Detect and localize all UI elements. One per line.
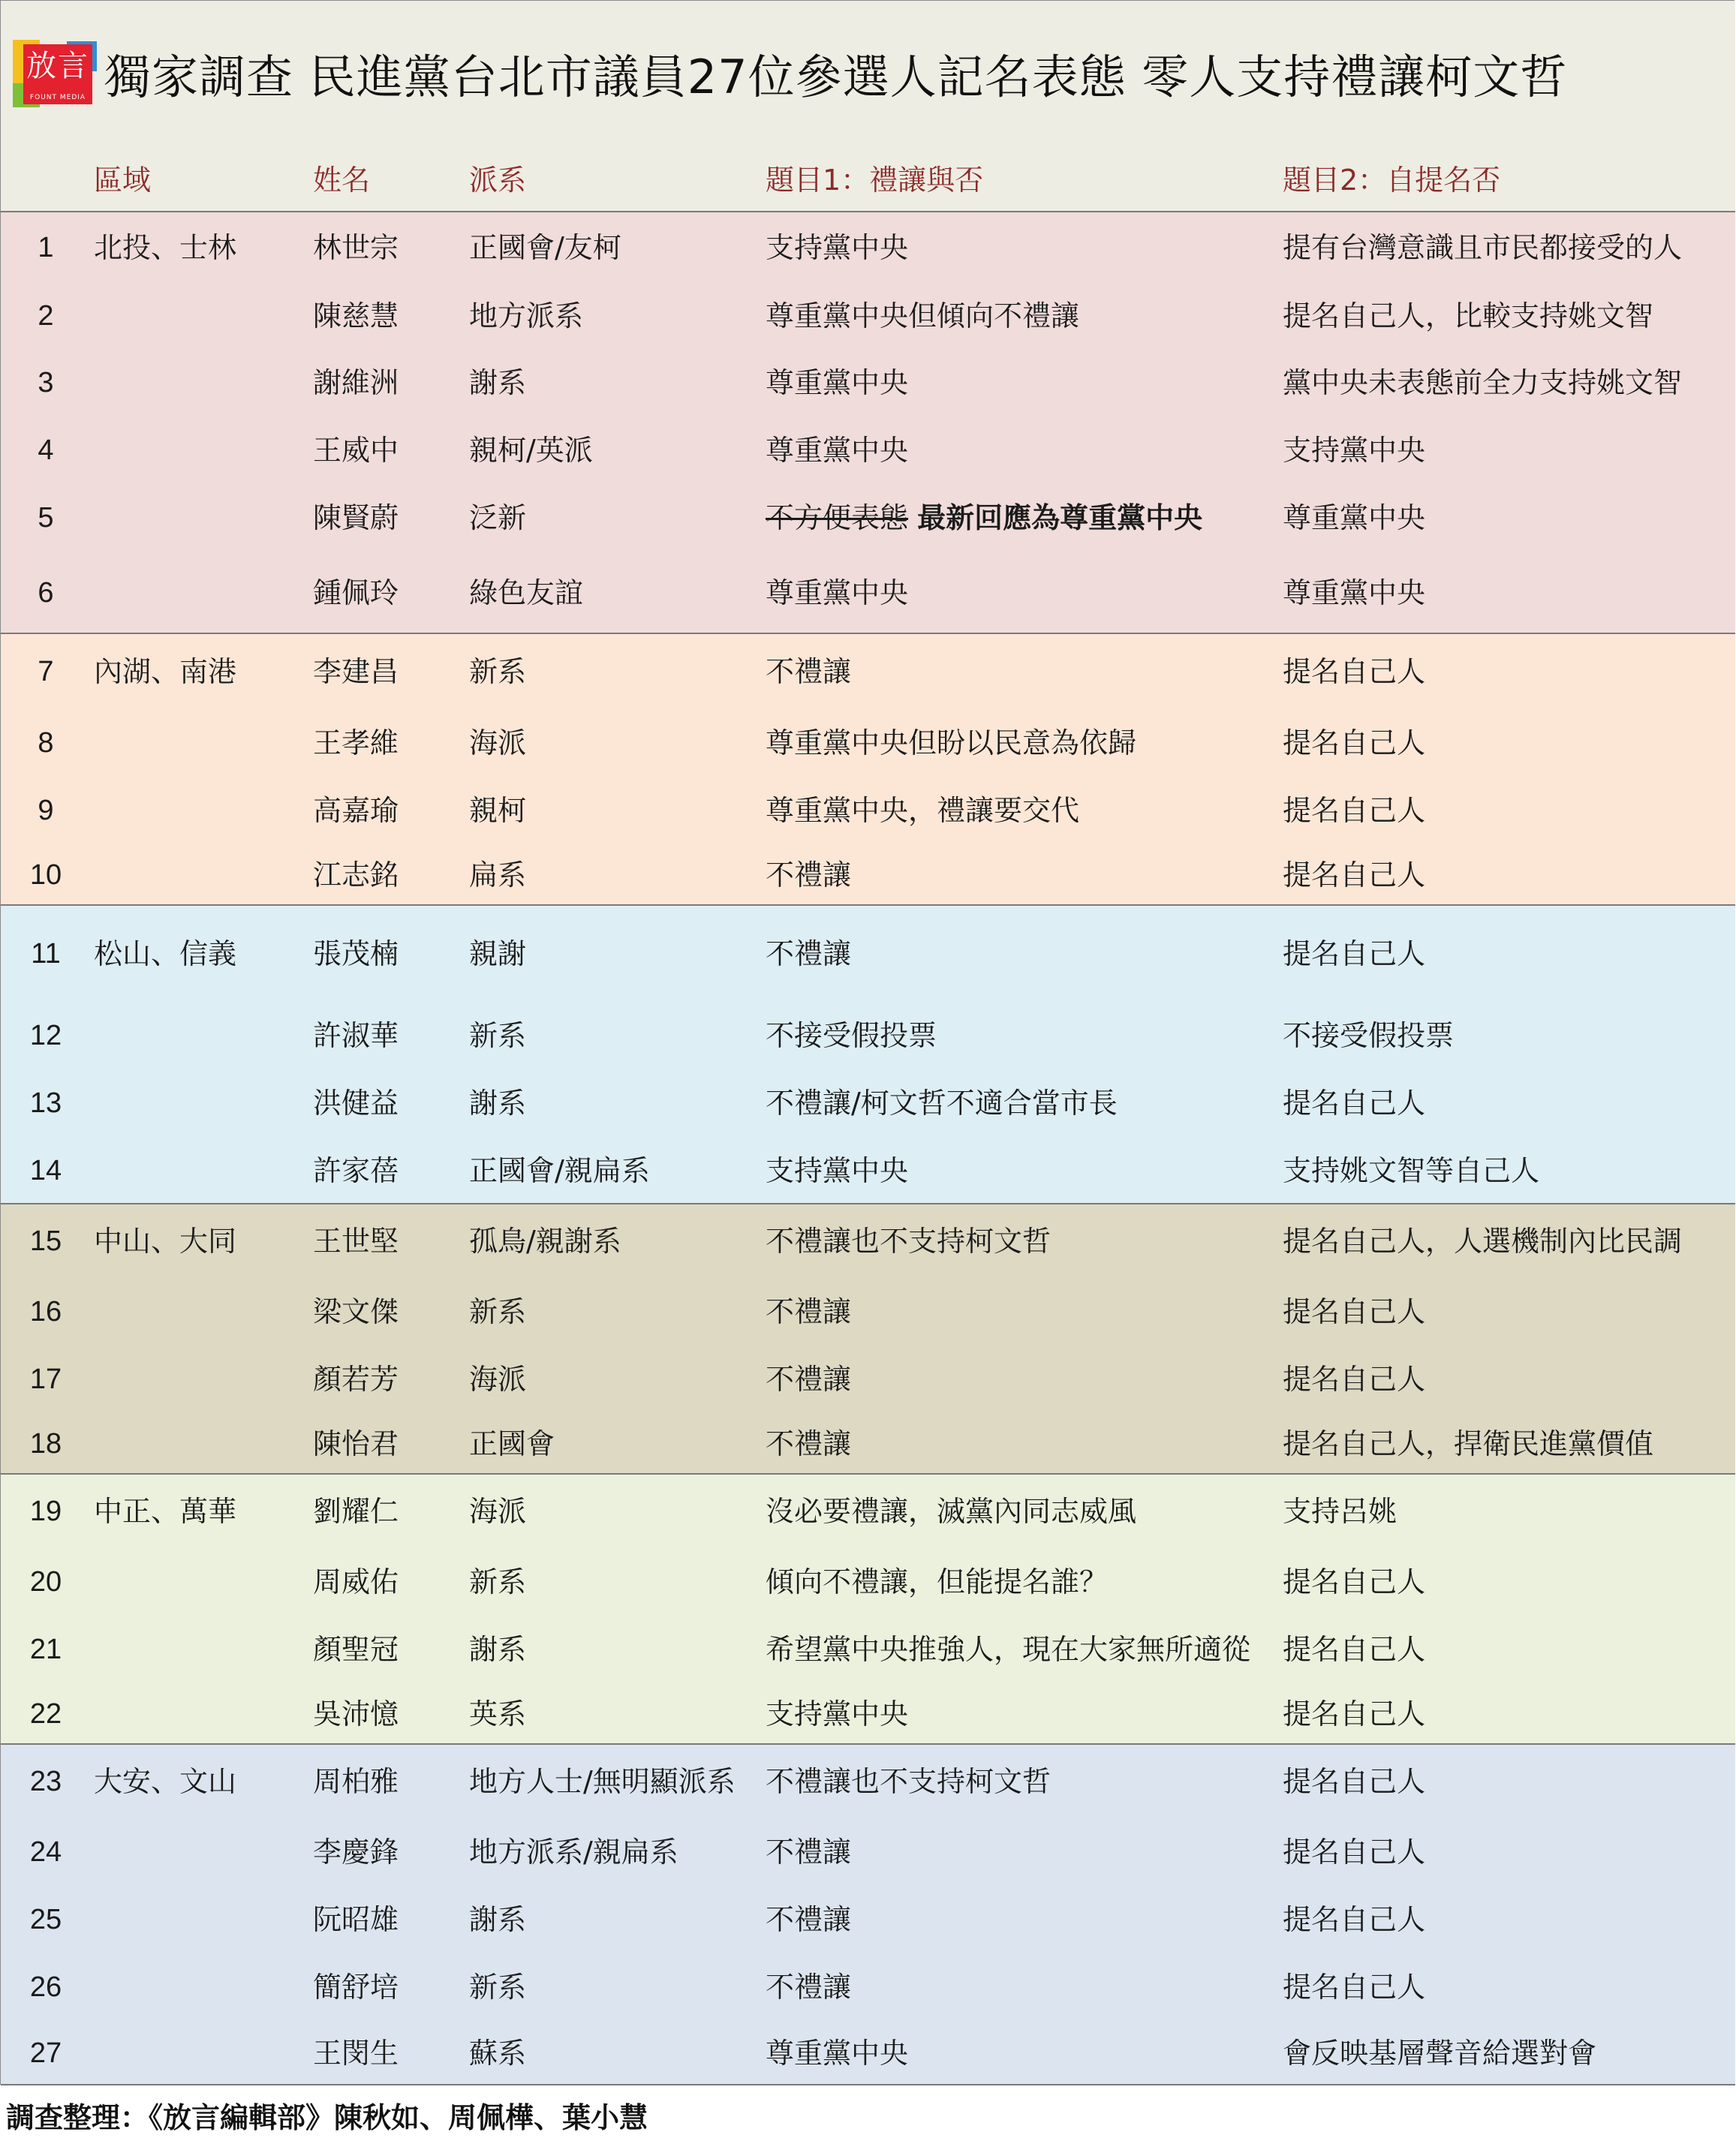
district-group <box>1 1475 1735 1745</box>
q2-answer: 提名自己人 <box>1283 655 1426 688</box>
table-row <box>1 634 1735 709</box>
faction: 新系 <box>469 1971 527 2004</box>
faction: 新系 <box>469 655 527 688</box>
table-row <box>1 1745 1735 1818</box>
q2-answer: 提名自己人 <box>1283 1836 1426 1869</box>
header-name: 姓名 <box>313 164 371 197</box>
logo-subtext: FOUNT MEDIA <box>29 94 86 101</box>
q2-answer: 支持黨中央 <box>1283 434 1426 467</box>
q1-answer: 不禮讓 <box>766 937 852 970</box>
q2-answer: 尊重黨中央 <box>1283 501 1426 534</box>
candidate-name: 高嘉瑜 <box>313 794 399 827</box>
q1-answer: 尊重黨中央 <box>766 366 909 399</box>
faction: 海派 <box>469 1363 527 1396</box>
faction: 泛新 <box>469 501 527 534</box>
faction: 親柯 <box>469 794 527 827</box>
q1-answer: 支持黨中央 <box>766 231 909 264</box>
row-number: 19 <box>29 1496 62 1527</box>
faction: 孤鳥/親謝系 <box>469 1225 621 1258</box>
q1-answer: 尊重黨中央，禮讓要交代 <box>766 794 1080 827</box>
faction: 地方派系/親扁系 <box>469 1836 678 1869</box>
row-number: 3 <box>38 367 54 398</box>
row-number: 10 <box>29 859 62 891</box>
row-number: 6 <box>38 577 54 609</box>
row-number: 5 <box>38 502 54 534</box>
q1-answer: 希望黨中央推強人，現在大家無所適從 <box>766 1633 1251 1666</box>
q1-answer: 不禮讓 <box>766 1971 852 2004</box>
q1-answer: 尊重黨中央 <box>766 434 909 467</box>
candidate-name: 李慶鋒 <box>313 1836 399 1869</box>
fount-media-logo <box>13 40 97 106</box>
district-group <box>1 1204 1735 1475</box>
table-row <box>1 1616 1735 1683</box>
q1-answer: 不禮讓 <box>766 858 852 892</box>
faction: 正國會/友柯 <box>469 231 621 264</box>
row-number: 21 <box>29 1634 62 1665</box>
faction: 扁系 <box>469 858 527 892</box>
q2-answer: 不接受假投票 <box>1283 1019 1455 1052</box>
candidate-name: 謝維洲 <box>313 366 399 399</box>
table-row <box>1 484 1735 552</box>
table-row <box>1 777 1735 844</box>
header-area: 區域 <box>94 164 152 197</box>
q2-answer: 提名自己人 <box>1283 794 1426 827</box>
candidate-name: 陳怡君 <box>313 1427 399 1460</box>
table-row <box>1 1137 1735 1204</box>
row-number: 2 <box>38 300 54 332</box>
q2-answer: 提名自己人 <box>1283 1903 1426 1936</box>
row-number: 4 <box>38 435 54 466</box>
table-row <box>1 552 1735 634</box>
candidate-name: 林世宗 <box>313 231 399 264</box>
district-group <box>1 212 1735 634</box>
table-row <box>1 1278 1735 1346</box>
q2-answer: 黨中央未表態前全力支持姚文智 <box>1283 366 1683 399</box>
title-bar <box>1 1 1735 128</box>
q1-answer: 傾向不禮讓，但能提名誰？ <box>766 1565 1109 1598</box>
candidate-name: 梁文傑 <box>313 1295 399 1328</box>
q1-answer: 不接受假投票 <box>766 1019 937 1052</box>
credits-footer: 調查整理：《放言編輯部》陳秋如、周佩樺、葉小慧 <box>6 2101 648 2134</box>
q1-answer: 支持黨中央 <box>766 1154 909 1187</box>
row-number: 24 <box>29 1836 62 1868</box>
q2-answer: 提名自己人 <box>1283 726 1426 759</box>
district-name: 中正、萬華 <box>94 1495 237 1528</box>
table-row <box>1 283 1735 349</box>
faction: 謝系 <box>469 366 527 399</box>
candidate-name: 鍾佩玲 <box>313 576 399 609</box>
district-name: 北投、士林 <box>94 231 237 264</box>
q2-answer: 提名自己人 <box>1283 1087 1426 1120</box>
row-number: 17 <box>29 1364 62 1395</box>
q2-answer: 會反映基層聲音給選對會 <box>1283 2037 1597 2070</box>
candidate-name: 王閔生 <box>313 2037 399 2070</box>
q2-answer: 提名自己人 <box>1283 858 1426 892</box>
faction: 英系 <box>469 1697 527 1731</box>
table-row <box>1 906 1735 1002</box>
row-number: 7 <box>38 656 54 687</box>
q1-answer: 尊重黨中央但傾向不禮讓 <box>766 299 1080 332</box>
row-number: 11 <box>31 938 61 970</box>
table-row <box>1 1069 1735 1137</box>
row-number: 25 <box>29 1904 62 1935</box>
table-row <box>1 416 1735 484</box>
q1-answer: 尊重黨中央但盼以民意為依歸 <box>766 726 1137 759</box>
q2-answer: 提名自己人，人選機制內比民調 <box>1283 1225 1683 1258</box>
district-name: 內湖、南港 <box>94 655 237 688</box>
row-number: 15 <box>29 1225 62 1257</box>
row-number: 1 <box>38 232 54 263</box>
table-row <box>1 2021 1735 2085</box>
candidate-name: 陳賢蔚 <box>313 501 399 534</box>
logo-text: 放言 <box>26 49 89 83</box>
candidate-name: 王孝維 <box>313 726 399 759</box>
candidate-name: 周柏雅 <box>313 1765 399 1798</box>
q1-answer: 不禮讓 <box>766 655 852 688</box>
q1-answer: 不禮讓 <box>766 1836 852 1869</box>
header-faction: 派系 <box>469 164 527 197</box>
q2-answer: 提名自己人 <box>1283 1295 1426 1328</box>
row-number: 26 <box>29 1971 62 2003</box>
candidate-name: 周威佑 <box>313 1565 399 1598</box>
row-number: 13 <box>29 1087 62 1119</box>
q1-answer <box>766 501 1202 535</box>
row-number: 14 <box>29 1155 62 1186</box>
district-name: 中山、大同 <box>94 1225 237 1258</box>
q2-answer: 提名自己人 <box>1283 1971 1426 2004</box>
q2-answer: 尊重黨中央 <box>1283 576 1426 609</box>
faction: 謝系 <box>469 1903 527 1936</box>
row-number: 20 <box>29 1566 62 1598</box>
candidate-name: 李建昌 <box>313 655 399 688</box>
q1-struck-answer: 不方便表態 <box>766 501 909 534</box>
header-q2: 題目2：自提名否 <box>1283 164 1501 197</box>
q2-answer: 提名自己人 <box>1283 937 1426 970</box>
candidate-name: 顏若芳 <box>313 1363 399 1396</box>
table-row <box>1 1204 1735 1278</box>
page-title: 獨家調查 民進黨台北市議員27位參選人記名表態 零人支持禮讓柯文哲 <box>104 50 1568 104</box>
candidate-name: 阮昭雄 <box>313 1903 399 1936</box>
row-number: 27 <box>29 2037 62 2069</box>
q1-answer: 不禮讓 <box>766 1363 852 1396</box>
q2-answer: 提名自己人 <box>1283 1363 1426 1396</box>
candidate-name: 許淑華 <box>313 1019 399 1052</box>
faction: 謝系 <box>469 1087 527 1120</box>
q1-answer: 尊重黨中央 <box>766 2037 909 2070</box>
faction: 新系 <box>469 1295 527 1328</box>
table-row <box>1 349 1735 416</box>
row-number: 16 <box>29 1296 62 1328</box>
row-number: 9 <box>38 795 54 826</box>
faction: 正國會/親扁系 <box>469 1154 650 1187</box>
table-row <box>1 1886 1735 1953</box>
row-number: 12 <box>29 1020 62 1051</box>
faction: 海派 <box>469 726 527 759</box>
faction: 新系 <box>469 1565 527 1598</box>
row-number: 8 <box>38 727 54 759</box>
faction: 地方派系 <box>469 299 584 332</box>
q2-answer: 提有台灣意識且市民都接受的人 <box>1283 231 1683 264</box>
q2-answer: 提名自己人 <box>1283 1765 1426 1798</box>
q1-answer: 不禮讓 <box>766 1427 852 1460</box>
faction: 海派 <box>469 1495 527 1528</box>
q1-answer: 不禮讓 <box>766 1903 852 1936</box>
faction: 親謝 <box>469 937 527 970</box>
table-row <box>1 1683 1735 1745</box>
q2-answer: 提名自己人 <box>1283 1633 1426 1666</box>
candidate-name: 洪健益 <box>313 1087 399 1120</box>
table-row <box>1 1413 1735 1475</box>
candidate-name: 劉耀仁 <box>313 1495 399 1528</box>
candidate-name: 王世堅 <box>313 1225 399 1258</box>
district-name: 松山、信義 <box>94 937 237 970</box>
q2-answer: 提名自己人，比較支持姚文智 <box>1283 299 1654 332</box>
q1-answer: 沒必要禮讓，滅黨內同志威風 <box>766 1495 1137 1528</box>
district-group <box>1 1745 1735 2085</box>
q1-answer: 不禮讓也不支持柯文哲 <box>766 1765 1052 1798</box>
table-row <box>1 1002 1735 1069</box>
candidate-name: 張茂楠 <box>313 937 399 970</box>
candidate-name: 江志銘 <box>313 858 399 892</box>
q2-answer: 支持呂姚 <box>1283 1495 1398 1528</box>
candidate-name: 王威中 <box>313 434 399 467</box>
table-row <box>1 1953 1735 2021</box>
table-row <box>1 1548 1735 1616</box>
faction: 正國會 <box>469 1427 555 1460</box>
q2-answer: 支持姚文智等自己人 <box>1283 1154 1540 1187</box>
candidate-name: 許家蓓 <box>313 1154 399 1187</box>
q1-answer: 支持黨中央 <box>766 1697 909 1731</box>
table-row <box>1 212 1735 283</box>
q1-updated-answer: 最新回應為尊重黨中央 <box>917 501 1203 534</box>
faction: 謝系 <box>469 1633 527 1666</box>
district-group <box>1 906 1735 1204</box>
table-row <box>1 844 1735 906</box>
row-number: 18 <box>29 1428 62 1460</box>
table-header <box>1 128 1735 212</box>
q1-answer: 尊重黨中央 <box>766 576 909 609</box>
q1-answer: 不禮讓 <box>766 1295 852 1328</box>
q2-answer: 提名自己人，捍衛民進黨價值 <box>1283 1427 1654 1460</box>
district-name: 大安、文山 <box>94 1765 237 1798</box>
faction: 綠色友誼 <box>469 576 584 609</box>
candidate-name: 簡舒培 <box>313 1971 399 2004</box>
candidate-name: 陳慈慧 <box>313 299 399 332</box>
table-row <box>1 1346 1735 1413</box>
table-row <box>1 1475 1735 1548</box>
header-q1: 題目1：禮讓與否 <box>766 164 984 197</box>
q1-answer: 不禮讓也不支持柯文哲 <box>766 1225 1052 1258</box>
q2-answer: 提名自己人 <box>1283 1565 1426 1598</box>
row-number: 23 <box>29 1766 62 1797</box>
faction: 蘇系 <box>469 2037 527 2070</box>
q1-answer: 不禮讓/柯文哲不適合當市長 <box>766 1087 1118 1120</box>
candidate-name: 吳沛憶 <box>313 1697 399 1731</box>
faction: 親柯/英派 <box>469 434 593 467</box>
q2-answer: 提名自己人 <box>1283 1697 1426 1731</box>
faction: 新系 <box>469 1019 527 1052</box>
district-group <box>1 634 1735 906</box>
table-row <box>1 1818 1735 1886</box>
table-row <box>1 709 1735 777</box>
candidate-name: 顏聖冠 <box>313 1633 399 1666</box>
faction: 地方人士/無明顯派系 <box>469 1765 736 1798</box>
row-number: 22 <box>29 1698 62 1730</box>
